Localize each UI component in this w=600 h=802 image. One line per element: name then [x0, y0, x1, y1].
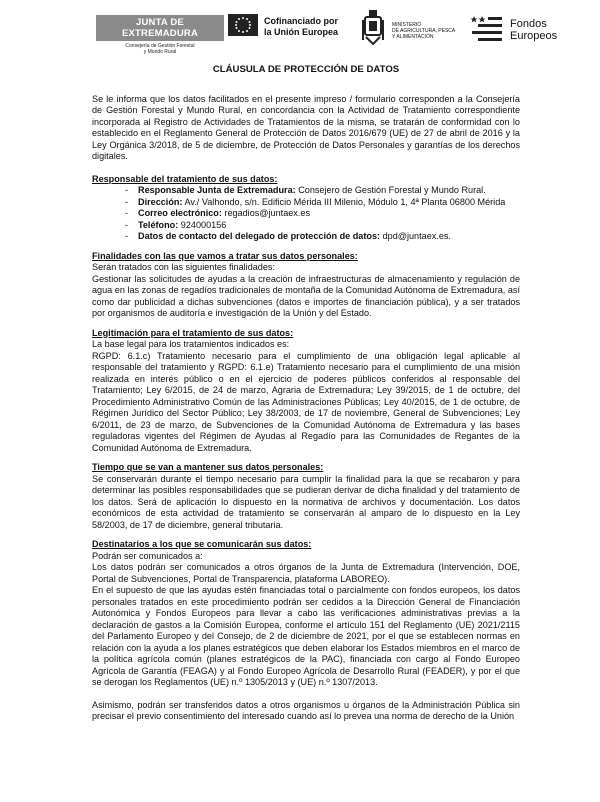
fondos-line-2: Europeos	[510, 30, 558, 42]
fondos-europeos-logo	[470, 12, 570, 52]
eu-flag-icon	[228, 14, 258, 36]
legitimacion-text: RGPD: 6.1.c) Tratamiento necesario para el cumplimiento de una obligación legal aplicable al responsable del tratamiento y RGPD: 6.1.e) Tratamiento necesario para el cumplimiento de una misión realizada en interés público o en el ejercicio de poderes públicos conferidos al responsable del Tratamiento; Ley 6/2015, de 24 de marzo, Agraria de Extremadura; Ley 39/2015, de 1 de octubre, del Procedimiento Administrativo Común de las Administraciones Públicas; Ley 40/2015, de 1 de octubre, de Régimen Jurídico del Sector Público; Ley 38/2003, de 17 de noviembre, General de Subvenciones; Ley 6/2011, de 23 de marzo, de Subvenciones de la Comunidad Autónoma de Extremadura y las bases reguladoras vigentes del Régimen de Ayudas al Regadío para las Comunidades de Regantes de la Comunidad Autónoma de Extremadura.	[92, 350, 520, 453]
coat-of-arms-icon	[362, 8, 384, 48]
fondos-europeos-icon	[470, 16, 504, 46]
destinatarios-text-1: Los datos podrán ser comunicados a otros órganos de la Junta de Extremadura (Intervención, DOE, Portal de Subvenciones, Portal de Transparencia, plataforma LABOREO).	[92, 562, 520, 584]
intro-paragraph: Se le informa que los datos facilitados en el presente impreso / formulario corresponden a la Consejería de Gestión Forestal y Mundo Rural, en concordancia con la Actividad de Tratamiento correspondiente incorporada al Registro de Actividades de Tratamientos de la misma, se tratarán de conformidad con lo establecido en el Reglamento General de Protección de Datos 2016/679 (UE) de 27 de abril de 2016 y la Ley Orgánica 3/2018, de 5 de diciembre, de Protección de Datos Personales y garantías de los derechos digitales.	[92, 93, 520, 161]
destinatarios-line: Podrán ser comunicados a:	[92, 550, 203, 561]
clause-content	[92, 64, 520, 723]
legitimacion-line: La base legal para los tratamientos indicados es:	[92, 339, 290, 349]
fondos-line-1: Fondos	[510, 18, 547, 30]
junta-sub-1: Consejería de Gestión Forestal	[125, 43, 195, 49]
legitimacion-section	[92, 328, 520, 455]
junta-sub-2: y Mundo Rural	[143, 49, 177, 55]
tiempo-text: Se conservarán durante el tiempo necesario para cumplir la finalidad para la que se recabaron y para determinar las posibles responsabilidades que se pudieran derivar de dicha finalidad y del tratamiento de los datos. Será de aplicación lo dispuesto en la normativa de archivos y documentación. Los datos económicos de esta actividad de tratamiento se conservarán al amparo de lo dispuesto en la Ley 58/2003, de 17 de diciembre, general tributaria.	[92, 473, 520, 530]
list-item: - Responsable Junta de Extremadura: Consejero de Gestión Forestal y Mundo Rural.	[125, 185, 486, 195]
list-item: - Teléfono: 924000156	[125, 219, 227, 230]
junta-name: JUNTA DE EXTREMADURA	[96, 15, 224, 41]
list-item: - Correo electrónico: regadios@juntaex.es	[125, 208, 310, 218]
destinatarios-text-2: En el supuesto de que las ayudas estén financiadas total o parcialmente con fondos europeos, los datos personales tratados en este procedimiento podrán ser cedidos a la Dirección General de Financiación Autonómica y Fondos Europeos para llevar a cabo las verificaciones administrativas previas a la declaración de gastos a la Comisión Europea, conforme el artículo 151 del Reglamento (UE) 2021/2115 del Parlamento Europeo y del Consejo, de 2 de diciembre de 2021, por el que se establecen normas en relación con la ayuda a los planes estratégicos que deben elaborar los Estados miembros en el marco de la política agrícola común (planes estratégicos de la PAC), financiada con cargo al Fondo Europeo Agrícola de Garantía (FEAGA) y al Fondo Europeo Agrícola de Desarrollo Rural (FEADER), y por el que se derogan los Reglamentos (UE) n.º 1305/2013 y (UE) n.º 1307/2013.	[92, 585, 520, 687]
ministry-line-2: DE AGRICULTURA, PESCA	[392, 28, 456, 34]
header-logos	[0, 8, 600, 60]
responsable-heading: Responsable del tratamiento de sus datos:	[92, 173, 278, 184]
responsable-list	[125, 185, 520, 243]
page-title: CLÁUSULA DE PROTECCIÓN DE DATOS	[212, 64, 400, 75]
ministry-line-1: MINISTERIO	[392, 22, 422, 28]
junta-extremadura-logo	[96, 15, 224, 55]
finalidades-heading: Finalidades con las que vamos a tratar sus datos personales:	[92, 250, 358, 261]
tiempo-heading: Tiempo que se van a mantener sus datos personales:	[92, 462, 324, 472]
finalidades-text: Gestionar las solicitudes de ayudas a la creación de infraestructuras de almacenamiento y regulación de agua en las zonas de regadíos tradicionales de montaña de la Comunidad Autónoma de Extremadura, así como dar publicidad a dichas subvenciones (datos e importes de financiación pública), y a ser tratados por organismos de auditoría e investigación de la Unión y del Estado.	[92, 273, 520, 318]
list-item: - Datos de contacto del delegado de protección de datos: dpd@juntaex.es.	[125, 231, 451, 241]
eu-cofinanced-logo	[228, 14, 360, 48]
destinatarios-heading: Destinatarios a los que se comunicarán sus datos:	[92, 539, 312, 549]
destinatarios-section	[92, 539, 520, 723]
responsable-section	[92, 174, 520, 243]
ministry-line-3: Y ALIMENTACIÓN	[392, 34, 434, 40]
tiempo-section	[92, 462, 520, 531]
finalidades-line: Serán tratados con las siguientes finalidades:	[92, 262, 275, 272]
list-item: - Dirección: Av./ Valhondo, s/n. Edificio Mérida III Milenio, Módulo 1, 4ª Planta 06800 Mérida	[125, 196, 506, 207]
eu-line-2: la Unión Europea	[264, 27, 339, 37]
legitimacion-heading: Legitimación para el tratamiento de sus datos:	[92, 327, 294, 338]
destinatarios-text-3: Asimismo, podrán ser transferidos datos a otros organismos u órganos de la Administración Pública sin precisar el previo consentimiento del interesado cuando así lo prevea una norma de derecho de la Unión	[92, 699, 520, 721]
ministry-logo	[362, 8, 462, 52]
finalidades-section	[92, 251, 520, 320]
eu-line-1: Cofinanciado por	[264, 16, 338, 26]
